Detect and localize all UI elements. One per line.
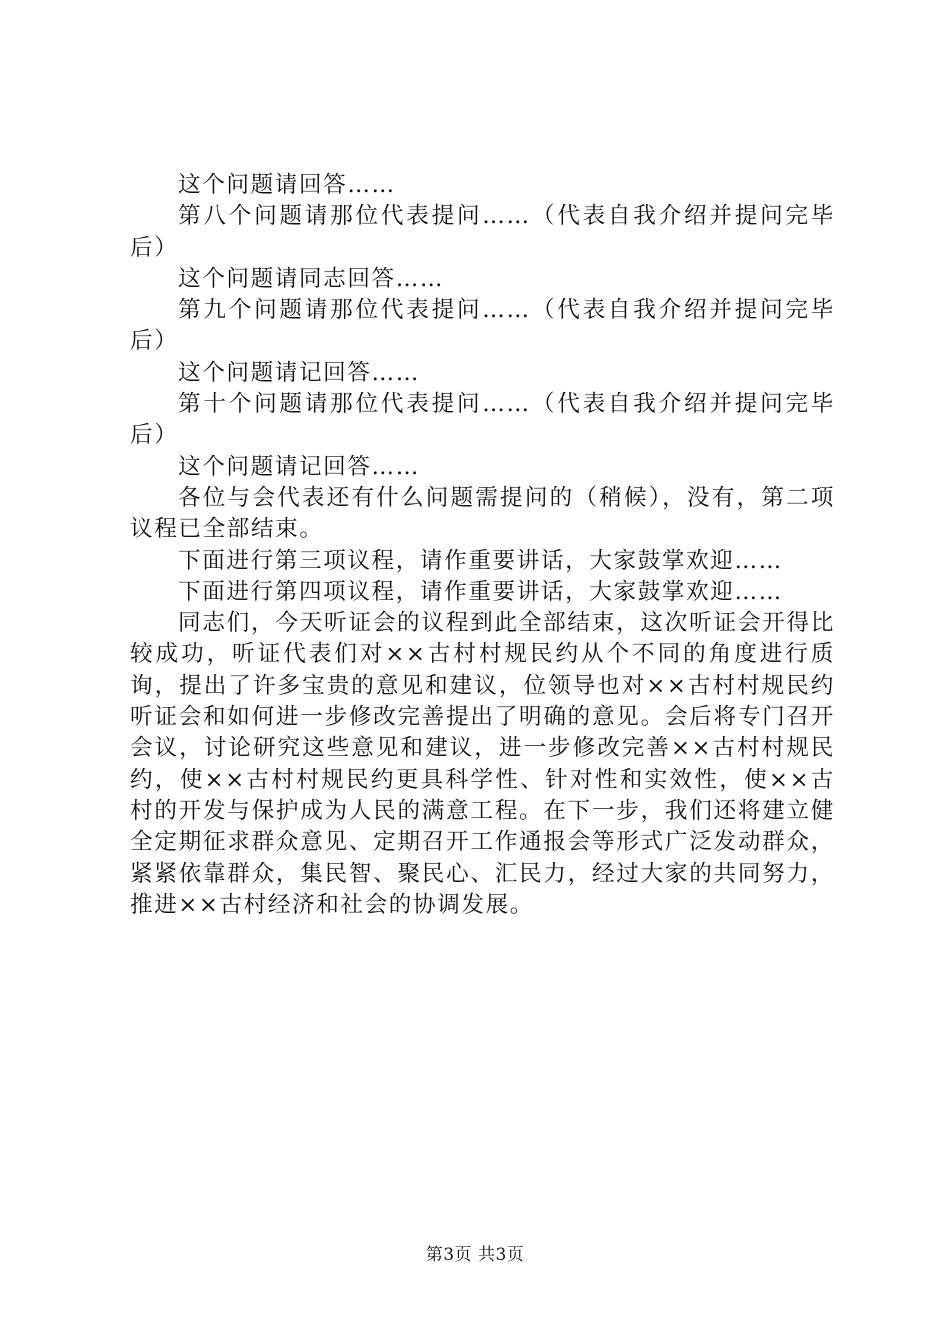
document-body (130, 170, 835, 921)
paragraph: 第八个问题请那位代表提问……（代表自我介绍并提问完毕后） (130, 203, 835, 261)
page-number-label: 第3页 共3页 (425, 1245, 525, 1265)
page-footer (0, 1244, 950, 1266)
paragraph: 同志们，今天听证会的议程到此全部结束，这次听证会开得比较成功，听证代表们对××古村村规民约从个不同的角度进行质询，提出了许多宝贵的意见和建议，位领导也对××古村村规民约听证会和如何进一步修改完善提出了明确的意见。会后将专门召开会议，讨论研究这些意见和建议，进一步修改完善××古村村规民约，使××古村村规民约更具科学性、针对性和实效性，使××古村的开发与保护成为人民的满意工程。在下一步，我们还将建立健全定期征求群众意见、定期召开工作通报会等形式广泛发动群众，紧紧依靠群众，集民智、聚民心、汇民力，经过大家的共同努力，推进××古村经济和社会的协调发展。 (130, 610, 835, 918)
paragraph: 各位与会代表还有什么问题需提问的（稍候），没有，第二项议程已全部结束。 (130, 484, 835, 543)
paragraph: 这个问题请记回答…… (178, 359, 420, 386)
paragraph: 这个问题请同志回答…… (178, 265, 445, 292)
paragraph: 第十个问题请那位代表提问……（代表自我介绍并提问完毕后） (130, 391, 835, 449)
paragraph: 下面进行第三项议程，请作重要讲话，大家鼓掌欢迎…… (178, 547, 783, 574)
paragraph: 下面进行第四项议程，请作重要讲话，大家鼓掌欢迎…… (178, 578, 783, 605)
paragraph: 第九个问题请那位代表提问……（代表自我介绍并提问完毕后） (130, 297, 835, 355)
paragraph: 这个问题请回答…… (178, 172, 396, 198)
paragraph: 这个问题请记回答…… (178, 453, 420, 480)
